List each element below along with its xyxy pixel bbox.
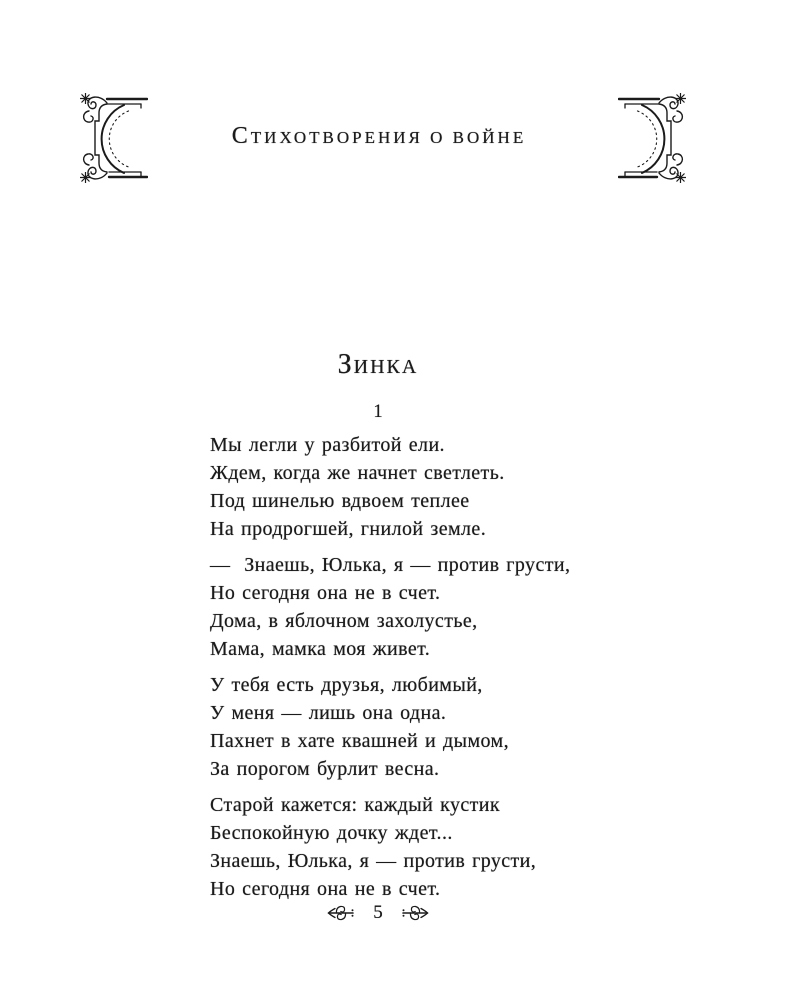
stanza-1 — [210, 431, 570, 543]
stanza-2 — [210, 551, 570, 663]
corner-ornament-left-icon — [78, 91, 148, 185]
poem-line: Ждем, когда же начнет светлеть. — [210, 462, 505, 484]
poem-line: Мы легли у разбитой ели. — [210, 434, 445, 456]
poem-line: На продрогшей, гнилой земле. — [210, 518, 487, 540]
poem-body — [210, 431, 570, 911]
poem-line: — Знаешь, Юлька, я — против грусти, — [210, 554, 571, 576]
poem-line: Мама, мамка моя живет. — [210, 638, 431, 660]
poem-line: Но сегодня она не в счет. — [210, 878, 441, 900]
poem-line: У меня — лишь она одна. — [210, 702, 447, 724]
poem-line: Под шинелью вдвоем теплее — [210, 490, 470, 512]
stanza-3 — [210, 671, 570, 783]
poem-line: Но сегодня она не в счет. — [210, 582, 441, 604]
poem-line: Дома, в яблочном захолустье, — [210, 610, 478, 632]
poem-line: За порогом бурлит весна. — [210, 758, 440, 780]
fleuron-left-icon — [326, 902, 356, 924]
page-number: 5 — [373, 902, 383, 923]
fleuron-right-icon — [400, 902, 430, 924]
poem-line: Знаешь, Юлька, я — против грусти, — [210, 850, 537, 872]
poem-line: У тебя есть друзья, любимый, — [210, 674, 483, 696]
running-header-title: СТИХОТВОРЕНИЯ О ВОЙНЕ — [231, 123, 527, 149]
corner-ornament-right-icon — [618, 91, 688, 185]
stanza-4 — [210, 791, 570, 903]
page-footer — [178, 900, 578, 926]
section-number: 1 — [373, 401, 383, 422]
poem-title: ЗИНКА — [337, 349, 419, 380]
poem-line: Беспокойную дочку ждет... — [210, 822, 453, 844]
poem-line: Старой кажется: каждый кустик — [210, 794, 500, 816]
poem-line: Пахнет в хате квашней и дымом, — [210, 730, 510, 752]
